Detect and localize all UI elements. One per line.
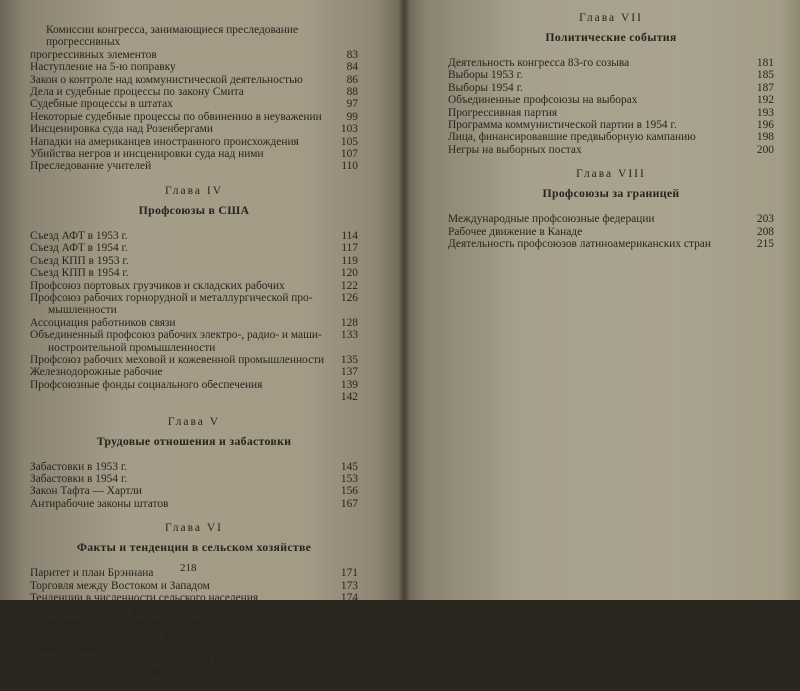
toc-entry-page: 133 bbox=[340, 329, 358, 342]
toc-entry-page: 171 bbox=[340, 567, 358, 580]
toc-entry-page: 83 bbox=[346, 48, 358, 61]
toc-entry bbox=[448, 94, 774, 106]
toc-entry-page: 139 bbox=[340, 378, 358, 391]
toc-entry-page: 153 bbox=[340, 472, 358, 485]
toc-entry-page: 84 bbox=[346, 61, 358, 74]
toc-entry-page: 175 bbox=[340, 604, 358, 617]
toc-entry-title-line1: Выступления фермеров и отношения между фермерами и bbox=[30, 654, 311, 667]
toc-entry-page: 107 bbox=[340, 148, 358, 161]
toc-entry-title: Наступление на 5-ю поправку bbox=[30, 61, 176, 74]
toc-entry bbox=[448, 119, 774, 131]
toc-entry-title: Деятельность профсоюзов латиноамериканских стран bbox=[448, 238, 711, 251]
toc-entry bbox=[448, 107, 774, 119]
chapter-title: Факты и тенденции в сельском хозяйстве bbox=[76, 540, 312, 555]
toc-entry bbox=[30, 473, 358, 485]
toc-entry-page: 173 bbox=[340, 579, 358, 592]
toc-entry bbox=[448, 226, 774, 238]
toc-entry bbox=[30, 580, 358, 592]
toc-entry-page: 174 bbox=[340, 592, 358, 604]
toc-entry-title: Нападки на американцев иностранного происхождения bbox=[30, 135, 299, 148]
toc-entry bbox=[448, 57, 774, 69]
toc-entry-title: Съезд КПП в 1953 г. bbox=[30, 254, 129, 267]
toc-entry-title-line1: Комиссии конгресса, занимающиеся преследование прогрессивных bbox=[46, 24, 299, 49]
toc-entry-title: Лица, финансировавшие предвыборную кампанию bbox=[448, 131, 696, 144]
toc-entry bbox=[30, 485, 358, 497]
toc-entry-page: 176 bbox=[340, 641, 358, 654]
toc-entry bbox=[30, 354, 358, 366]
toc-entry-title-line1: Профсоюз рабочих горнорудной и металлургической про- bbox=[30, 291, 313, 304]
toc-entry-page: 99 bbox=[346, 110, 358, 123]
toc-entry-page: 178 bbox=[340, 678, 358, 691]
toc-entry-title: Новая пыльная чаша bbox=[30, 641, 131, 654]
toc-entry bbox=[30, 292, 358, 317]
toc-entry-page: 126 bbox=[340, 291, 358, 304]
toc-entry bbox=[30, 329, 358, 354]
toc-entry-page: 208 bbox=[756, 225, 774, 238]
toc-entry bbox=[30, 629, 358, 641]
toc-entry bbox=[30, 317, 358, 329]
toc-entry-page: 86 bbox=[346, 73, 358, 86]
toc-entry-page: 88 bbox=[346, 86, 358, 99]
toc-entry-page: 135 bbox=[340, 353, 358, 366]
toc-entry bbox=[30, 679, 358, 691]
toc-entry-title: Дела и судебные процессы по закону Смита bbox=[30, 86, 244, 99]
toc-entry-page: 119 bbox=[341, 254, 358, 267]
toc-entry-title: Паритет и план Брэннана bbox=[30, 567, 154, 580]
chapter-title: Политические события bbox=[545, 30, 677, 44]
toc-entry-page: 103 bbox=[340, 123, 358, 136]
chapter-heading: Глава IV bbox=[164, 184, 224, 197]
toc-entry-page: 167 bbox=[340, 497, 358, 510]
toc-entry-title: Профсоюз рабочих меховой и кожевенной промышленности bbox=[30, 353, 325, 366]
toc-entry bbox=[30, 136, 358, 148]
toc-entry bbox=[30, 267, 358, 279]
toc-entry-title: Негры на выборных постах bbox=[448, 143, 582, 156]
toc-entry-title: Профсоюзные фонды социального обеспечения bbox=[30, 378, 263, 391]
toc-entry bbox=[448, 238, 774, 250]
chapter-title: Профсоюзы в США bbox=[138, 202, 250, 217]
toc-entry-page: 142 bbox=[340, 391, 358, 404]
toc-entry-title: Закон о контроле над коммунистической деятельностью bbox=[30, 73, 303, 86]
toc-entry-page: 120 bbox=[340, 267, 358, 280]
toc-entry bbox=[30, 74, 358, 86]
toc-entry-title: Съезд АФТ в 1954 г. bbox=[30, 242, 128, 255]
toc-entry-page: 114 bbox=[341, 229, 358, 242]
toc-entry bbox=[30, 123, 358, 135]
toc-entry-page: 203 bbox=[756, 213, 774, 226]
toc-entry-title: Прогрессивная партия bbox=[448, 106, 558, 119]
toc-entry-page: 198 bbox=[756, 131, 774, 144]
toc-entry bbox=[448, 69, 774, 81]
toc-entry-page: 185 bbox=[756, 69, 774, 82]
toc-entry-page: 193 bbox=[756, 106, 774, 119]
toc-entry-page: 145 bbox=[340, 460, 358, 473]
toc-entry-page: 105 bbox=[340, 135, 358, 148]
chapter-heading: Глава V bbox=[167, 415, 221, 428]
toc-entry bbox=[30, 230, 358, 242]
left-page-toc bbox=[30, 24, 358, 691]
toc-entry-title: Выборы 1953 г. bbox=[448, 69, 523, 82]
right-page-toc bbox=[448, 6, 774, 250]
toc-entry-title: Преследование учителей bbox=[30, 160, 152, 173]
toc-entry bbox=[30, 148, 358, 160]
toc-entry bbox=[30, 654, 358, 679]
toc-entry bbox=[30, 498, 358, 510]
toc-entry bbox=[30, 366, 358, 378]
toc-entry bbox=[30, 98, 358, 110]
toc-entry-title: Ограниченное страхование урожая bbox=[30, 616, 200, 629]
toc-entry-title: Забастовки в 1953 г. bbox=[30, 460, 128, 473]
toc-entry bbox=[30, 461, 358, 473]
toc-entry-page: 128 bbox=[340, 316, 358, 329]
toc-entry bbox=[30, 391, 358, 403]
toc-entry-page: 110 bbox=[341, 160, 358, 173]
toc-entry bbox=[448, 144, 774, 156]
toc-entry bbox=[30, 617, 358, 629]
toc-entry bbox=[30, 111, 358, 123]
toc-entry-title-line2: ностроительной промышленности bbox=[48, 341, 216, 354]
chapter-heading: Глава VI bbox=[164, 522, 224, 535]
toc-entry-title: Тенденции в численности сельского населения bbox=[30, 592, 259, 604]
toc-entry-title: Съезд АФТ в 1953 г. bbox=[30, 229, 128, 242]
toc-entry bbox=[30, 242, 358, 254]
toc-entry-title: Объединенные профсоюзы на выборах bbox=[448, 94, 638, 107]
toc-entry-title: Деятельность конгресса 83-го созыва bbox=[448, 57, 630, 69]
toc-entry-title: Антирабочие законы штатов bbox=[30, 497, 169, 510]
toc-entry-title-line2: рабочими bbox=[120, 666, 168, 679]
toc-entry-page: 122 bbox=[340, 279, 358, 292]
toc-entry-title: Рост задолженности фермеров bbox=[30, 604, 179, 617]
toc-entry bbox=[448, 213, 774, 225]
toc-entry-page: 137 bbox=[340, 366, 358, 379]
page-number: 218 bbox=[180, 562, 197, 574]
toc-entry-title-line1: Объединенный профсоюз рабочих электро-, радио- и маши- bbox=[30, 329, 322, 342]
toc-entry bbox=[30, 61, 358, 73]
toc-entry-title: Инсценировка суда над Розенбергами bbox=[30, 123, 213, 136]
toc-entry-title: Закон Тафта — Хартли bbox=[30, 485, 143, 498]
toc-entry-title: Железнодорожные рабочие bbox=[30, 366, 163, 379]
toc-entry-page: 181 bbox=[756, 57, 774, 69]
toc-entry bbox=[30, 379, 358, 391]
chapter-heading: Глава VIII bbox=[576, 168, 646, 181]
toc-entry-page: 97 bbox=[346, 98, 358, 111]
toc-entry-title: Программа коммунистической партии в 1954 г. bbox=[448, 119, 677, 132]
chapter-title: Трудовые отношения и забастовки bbox=[96, 433, 292, 448]
toc-entry-page: 215 bbox=[756, 238, 774, 251]
toc-entry-page: 192 bbox=[756, 94, 774, 107]
right-page bbox=[404, 0, 800, 600]
toc-entry-page: 200 bbox=[756, 143, 774, 156]
toc-entry-title-line2: прогрессивных элементов bbox=[30, 48, 157, 61]
toc-entry-title-line2: мышленности bbox=[48, 304, 117, 317]
toc-entry-title: Некоторые судебные процессы по обвинению в неуважении bbox=[30, 110, 322, 123]
chapter-title: Профсоюзы за границей bbox=[542, 186, 680, 201]
toc-entry-page: 117 bbox=[341, 242, 358, 255]
toc-entry bbox=[30, 255, 358, 267]
toc-entry-page: 176 bbox=[340, 616, 358, 629]
toc-entry-title: Судебные процессы в штатах bbox=[30, 98, 173, 111]
toc-entry bbox=[30, 86, 358, 98]
toc-entry-page: 176 bbox=[340, 629, 358, 642]
toc-entry-title: Международные профсоюзные федерации bbox=[448, 213, 655, 226]
toc-entry-title: Забастовки в 1954 г. bbox=[30, 472, 128, 485]
toc-entry-page: 187 bbox=[756, 81, 774, 94]
toc-entry bbox=[30, 24, 358, 61]
toc-entry bbox=[30, 642, 358, 654]
chapter-heading: Глава VII bbox=[579, 12, 643, 24]
toc-entry-title: Ассоциация работников связи bbox=[30, 316, 176, 329]
toc-entry bbox=[448, 131, 774, 143]
toc-entry bbox=[30, 592, 358, 604]
toc-entry-title: Убийства негров и инсценировки суда над ними bbox=[30, 148, 264, 161]
toc-entry-title: Торговля между Востоком и Западом bbox=[30, 579, 210, 592]
toc-entry-title: Сокращение ассигнований фермерам bbox=[30, 629, 211, 642]
toc-entry bbox=[30, 604, 358, 616]
toc-entry-page: 156 bbox=[340, 485, 358, 498]
toc-entry bbox=[448, 82, 774, 94]
toc-entry-page: 177 bbox=[340, 654, 358, 667]
toc-entry-title: Съезд КПП в 1954 г. bbox=[30, 267, 129, 280]
toc-entry-title: Профсоюз портовых грузчиков и складских рабочих bbox=[30, 279, 285, 292]
toc-entry-title: Рабочее движение в Канаде bbox=[448, 225, 583, 238]
toc-entry bbox=[30, 280, 358, 292]
toc-entry bbox=[30, 160, 358, 172]
toc-entry-page: 196 bbox=[756, 119, 774, 132]
book-gutter bbox=[398, 0, 410, 600]
toc-entry-title: Выборы 1954 г. bbox=[448, 81, 523, 94]
